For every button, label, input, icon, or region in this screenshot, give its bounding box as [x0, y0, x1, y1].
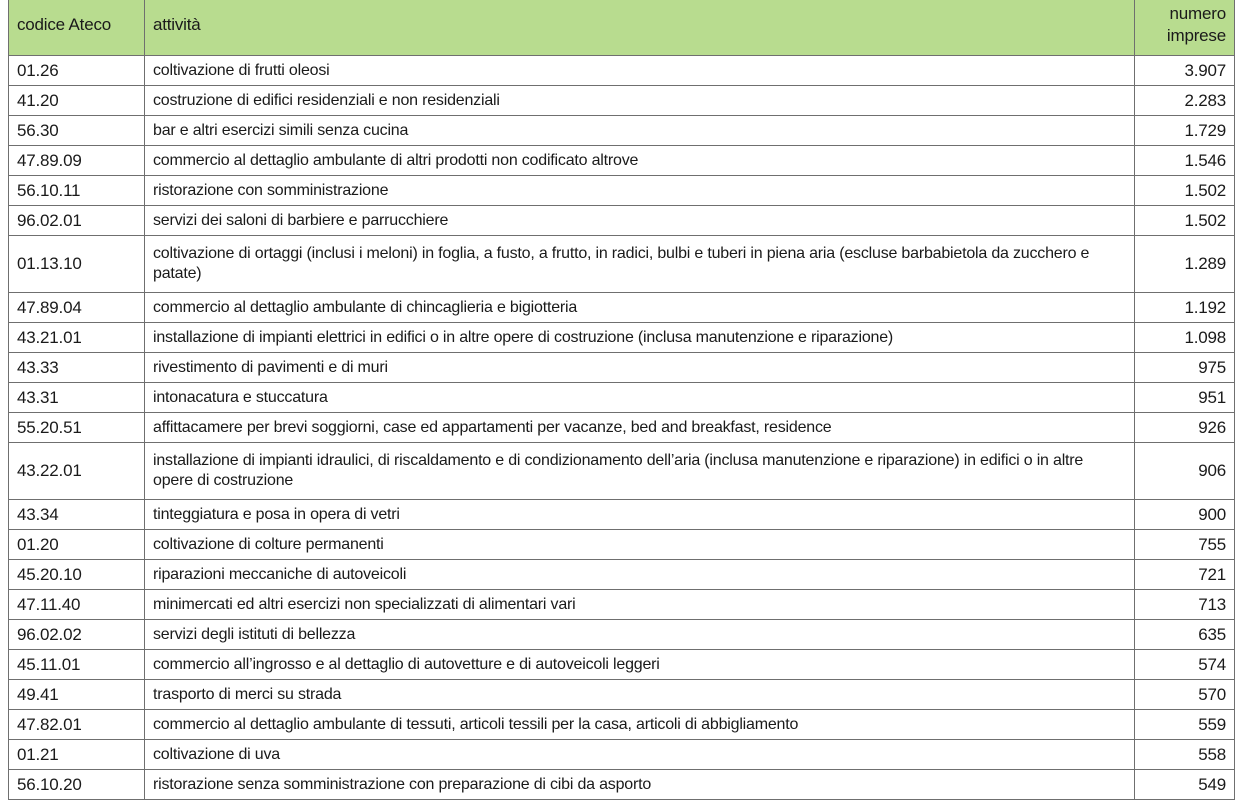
table-row: [9, 620, 1235, 650]
cell-attivita: ristorazione senza somministrazione con preparazione di cibi da asporto: [145, 770, 1135, 800]
cell-attivita: servizi degli istituti di bellezza: [145, 620, 1135, 650]
cell-attivita: commercio al dettaglio ambulante di tessuti, articoli tessili per la casa, articoli di abbigliamento: [145, 710, 1135, 740]
cell-codice-ateco: 01.20: [9, 530, 145, 560]
cell-numero-imprese: 900: [1135, 500, 1235, 530]
cell-codice-ateco: 56.10.11: [9, 176, 145, 206]
cell-codice-ateco: 43.34: [9, 500, 145, 530]
table-row: [9, 56, 1235, 86]
cell-codice-ateco: 45.20.10: [9, 560, 145, 590]
cell-attivita: installazione di impianti idraulici, di riscaldamento e di condizionamento dell’aria (inclusa manutenzione e riparazione) in edifici o in altre opere di costruzione: [145, 443, 1135, 500]
cell-codice-ateco: 96.02.01: [9, 206, 145, 236]
cell-codice-ateco: 47.82.01: [9, 710, 145, 740]
cell-codice-ateco: 47.89.04: [9, 293, 145, 323]
cell-codice-ateco: 43.31: [9, 383, 145, 413]
cell-numero-imprese: 1.502: [1135, 176, 1235, 206]
table-row: [9, 740, 1235, 770]
cell-codice-ateco: 43.22.01: [9, 443, 145, 500]
cell-attivita: tinteggiatura e posa in opera di vetri: [145, 500, 1135, 530]
cell-codice-ateco: 55.20.51: [9, 413, 145, 443]
cell-codice-ateco: 96.02.02: [9, 620, 145, 650]
table-row: [9, 236, 1235, 293]
cell-numero-imprese: 1.289: [1135, 236, 1235, 293]
cell-codice-ateco: 01.21: [9, 740, 145, 770]
table-row: [9, 383, 1235, 413]
table-row: [9, 650, 1235, 680]
table-row: [9, 710, 1235, 740]
cell-numero-imprese: 975: [1135, 353, 1235, 383]
cell-numero-imprese: 906: [1135, 443, 1235, 500]
cell-numero-imprese: 558: [1135, 740, 1235, 770]
cell-attivita: coltivazione di ortaggi (inclusi i meloni) in foglia, a fusto, a frutto, in radici, bulbi e tuberi in piena aria (escluse barbabietola da zucchero e patate): [145, 236, 1135, 293]
cell-attivita: ristorazione con somministrazione: [145, 176, 1135, 206]
table-row: [9, 770, 1235, 800]
cell-attivita: commercio al dettaglio ambulante di altri prodotti non codificato altrove: [145, 146, 1135, 176]
cell-numero-imprese: 721: [1135, 560, 1235, 590]
table-row: [9, 590, 1235, 620]
cell-codice-ateco: 43.33: [9, 353, 145, 383]
header-numero-line2: imprese: [1166, 26, 1226, 45]
cell-numero-imprese: 926: [1135, 413, 1235, 443]
table-row: [9, 443, 1235, 500]
cell-codice-ateco: 56.30: [9, 116, 145, 146]
cell-attivita: rivestimento di pavimenti e di muri: [145, 353, 1135, 383]
cell-numero-imprese: 951: [1135, 383, 1235, 413]
table-header: [9, 0, 1235, 56]
ateco-table-container: [8, 0, 1234, 800]
cell-attivita: coltivazione di frutti oleosi: [145, 56, 1135, 86]
table-row: [9, 86, 1235, 116]
table-row: [9, 530, 1235, 560]
cell-codice-ateco: 47.89.09: [9, 146, 145, 176]
table-body: [9, 56, 1235, 800]
cell-attivita: riparazioni meccaniche di autoveicoli: [145, 560, 1135, 590]
table-row: [9, 560, 1235, 590]
cell-codice-ateco: 41.20: [9, 86, 145, 116]
cell-attivita: commercio all’ingrosso e al dettaglio di autovetture e di autoveicoli leggeri: [145, 650, 1135, 680]
table-row: [9, 323, 1235, 353]
header-row: [9, 0, 1235, 56]
cell-attivita: trasporto di merci su strada: [145, 680, 1135, 710]
cell-attivita: coltivazione di uva: [145, 740, 1135, 770]
table-row: [9, 353, 1235, 383]
cell-codice-ateco: 45.11.01: [9, 650, 145, 680]
cell-codice-ateco: 47.11.40: [9, 590, 145, 620]
table-row: [9, 413, 1235, 443]
cell-attivita: servizi dei saloni di barbiere e parrucchiere: [145, 206, 1135, 236]
cell-numero-imprese: 635: [1135, 620, 1235, 650]
cell-attivita: costruzione di edifici residenziali e non residenziali: [145, 86, 1135, 116]
cell-codice-ateco: 01.13.10: [9, 236, 145, 293]
cell-numero-imprese: 1.546: [1135, 146, 1235, 176]
table-row: [9, 206, 1235, 236]
ateco-table: [8, 0, 1235, 800]
cell-numero-imprese: 559: [1135, 710, 1235, 740]
header-codice-ateco: codice Ateco: [9, 0, 145, 56]
table-row: [9, 680, 1235, 710]
cell-numero-imprese: 1.098: [1135, 323, 1235, 353]
cell-attivita: installazione di impianti elettrici in edifici o in altre opere di costruzione (inclusa manutenzione e riparazione): [145, 323, 1135, 353]
cell-codice-ateco: 49.41: [9, 680, 145, 710]
table-row: [9, 500, 1235, 530]
table-row: [9, 146, 1235, 176]
cell-numero-imprese: 1.502: [1135, 206, 1235, 236]
table-row: [9, 293, 1235, 323]
cell-numero-imprese: 2.283: [1135, 86, 1235, 116]
cell-numero-imprese: 1.729: [1135, 116, 1235, 146]
header-attivita: attività: [145, 0, 1135, 56]
cell-attivita: bar e altri esercizi simili senza cucina: [145, 116, 1135, 146]
cell-codice-ateco: 01.26: [9, 56, 145, 86]
cell-numero-imprese: 574: [1135, 650, 1235, 680]
cell-attivita: affittacamere per brevi soggiorni, case ed appartamenti per vacanze, bed and breakfast, residence: [145, 413, 1135, 443]
cell-numero-imprese: 713: [1135, 590, 1235, 620]
cell-numero-imprese: 570: [1135, 680, 1235, 710]
cell-numero-imprese: 1.192: [1135, 293, 1235, 323]
cell-numero-imprese: 549: [1135, 770, 1235, 800]
header-numero-imprese: [1135, 0, 1235, 56]
cell-codice-ateco: 43.21.01: [9, 323, 145, 353]
cell-attivita: minimercati ed altri esercizi non specializzati di alimentari vari: [145, 590, 1135, 620]
cell-numero-imprese: 755: [1135, 530, 1235, 560]
cell-attivita: coltivazione di colture permanenti: [145, 530, 1135, 560]
cell-attivita: intonacatura e stuccatura: [145, 383, 1135, 413]
cell-attivita: commercio al dettaglio ambulante di chincaglieria e bigiotteria: [145, 293, 1135, 323]
header-numero-line1: numero: [1169, 4, 1226, 23]
cell-numero-imprese: 3.907: [1135, 56, 1235, 86]
cell-codice-ateco: 56.10.20: [9, 770, 145, 800]
table-row: [9, 176, 1235, 206]
table-row: [9, 116, 1235, 146]
